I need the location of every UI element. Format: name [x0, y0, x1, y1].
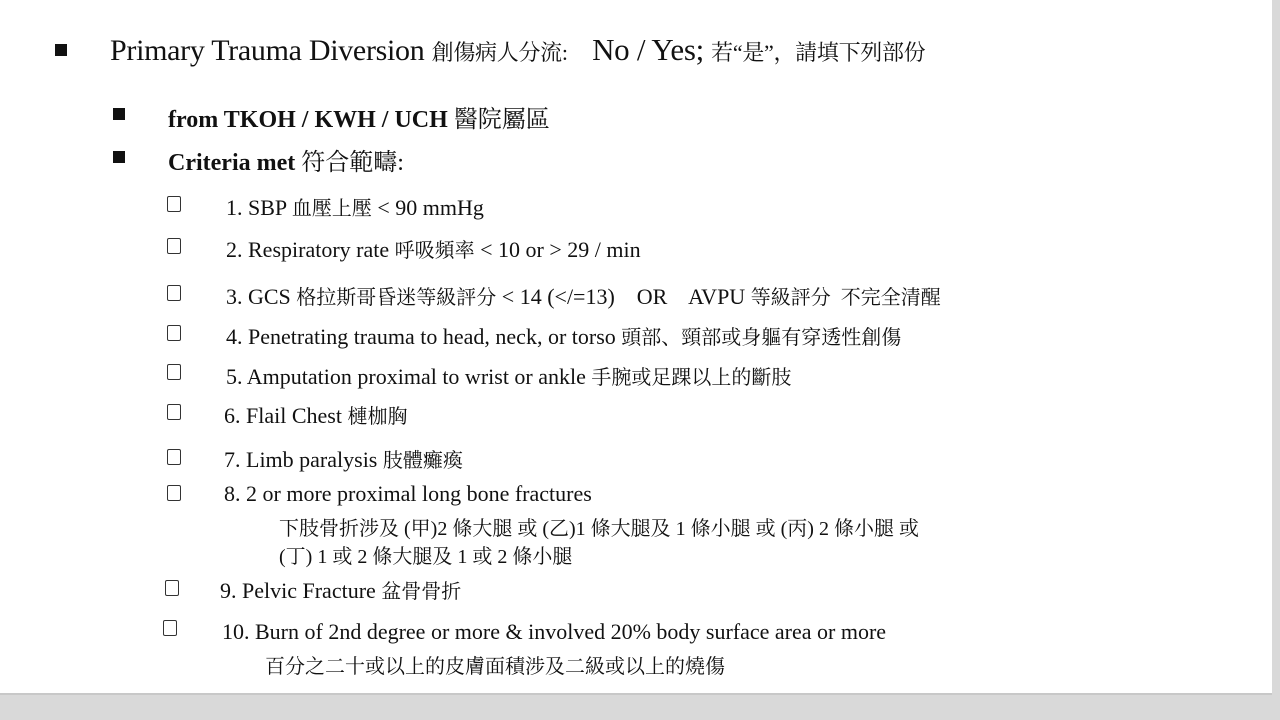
- heading-options: No / Yes;: [592, 32, 704, 67]
- item-text: 2. Respiratory rate: [226, 237, 390, 262]
- item-text: 5. Amputation proximal to wrist or ankle: [226, 364, 586, 389]
- heading-line: [110, 32, 925, 68]
- checkbox-item-4[interactable]: [167, 325, 181, 341]
- checkbox-item-2[interactable]: [167, 238, 181, 254]
- criterion-item-6: [224, 400, 407, 429]
- item-cjk: 盆骨骨折: [381, 581, 462, 603]
- checkbox-item-7[interactable]: [167, 449, 181, 465]
- criterion-item-9: [220, 575, 461, 604]
- item-cjk: 呼吸頻率: [394, 240, 475, 262]
- criteria-label: Criteria met: [168, 150, 296, 176]
- item-text: 4. Penetrating trauma to head, neck, or torso: [226, 324, 616, 349]
- heading-title: Primary Trauma Diversion: [110, 34, 425, 67]
- item-text: 6. Flail Chest: [224, 403, 342, 428]
- item-text: 3. GCS: [226, 284, 291, 309]
- item-cjk: 血壓上壓: [291, 198, 372, 220]
- heading-note: 若“是”，請填下列部份: [711, 40, 926, 65]
- criterion-item-10: [222, 619, 886, 645]
- bullet-square-icon: [55, 44, 67, 56]
- criterion-item-2: [226, 234, 641, 263]
- item-tail: < 14 (</=13) OR AVPU: [501, 284, 746, 309]
- checkbox-item-5[interactable]: [167, 364, 181, 380]
- criterion-item-3: [226, 281, 941, 310]
- item-text: 7. Limb paralysis: [224, 447, 378, 472]
- criterion-item-1: [226, 192, 484, 221]
- checkbox-item-8[interactable]: [167, 485, 181, 501]
- criterion-item-10-detail: 百分之二十或以上的皮膚面積涉及二級或以上的燒傷: [265, 656, 725, 678]
- checkbox-item-6[interactable]: [167, 404, 181, 420]
- item-cjk: 頭部、頸部或身軀有穿透性創傷: [621, 327, 902, 349]
- item-tail: < 90 mmHg: [377, 195, 484, 220]
- criterion-item-4: [226, 321, 901, 350]
- criteria-line: [168, 142, 404, 177]
- item-cjk-2: 等級評分 不完全清醒: [750, 287, 941, 309]
- criteria-cjk: 符合範疇:: [301, 150, 404, 176]
- from-label: from TKOH / KWH / UCH: [168, 107, 448, 133]
- item-text: 10. Burn of 2nd degree or more & involved 20% body surface area or more: [222, 619, 887, 644]
- item-cjk: 槤枷胸: [347, 406, 408, 428]
- bullet-square-icon: [113, 151, 125, 163]
- item-cjk: 手腕或足踝以上的斷肢: [591, 367, 792, 389]
- checkbox-item-1[interactable]: [167, 196, 181, 212]
- heading-title-cjk: 創傷病人分流:: [431, 40, 568, 65]
- criterion-item-5: [226, 361, 791, 390]
- checkbox-item-10[interactable]: [163, 620, 177, 636]
- item-text: 8. 2 or more proximal long bone fractures: [224, 481, 592, 506]
- item-cjk: 格拉斯哥昏迷等級評分: [296, 287, 497, 309]
- item-tail: < 10 or > 29 / min: [480, 237, 641, 262]
- criterion-item-8: [224, 481, 592, 507]
- checkbox-item-3[interactable]: [167, 285, 181, 301]
- criterion-item-8-detail-2: (丁) 1 或 2 條大腿及 1 或 2 條小腿: [279, 546, 573, 568]
- criterion-item-7: [224, 444, 463, 473]
- bullet-square-icon: [113, 108, 125, 120]
- item-cjk: 肢體癱瘓: [382, 450, 463, 472]
- checkbox-item-9[interactable]: [165, 580, 179, 596]
- item-text: 1. SBP: [226, 195, 287, 220]
- item-text: 9. Pelvic Fracture: [220, 578, 376, 603]
- criterion-item-8-detail-1: 下肢骨折涉及 (甲)2 條大腿 或 (乙)1 條大腿及 1 條小腿 或 (丙) 2 條小腿 或: [279, 518, 919, 540]
- from-cjk: 醫院屬區: [453, 107, 550, 133]
- from-line: [168, 99, 550, 134]
